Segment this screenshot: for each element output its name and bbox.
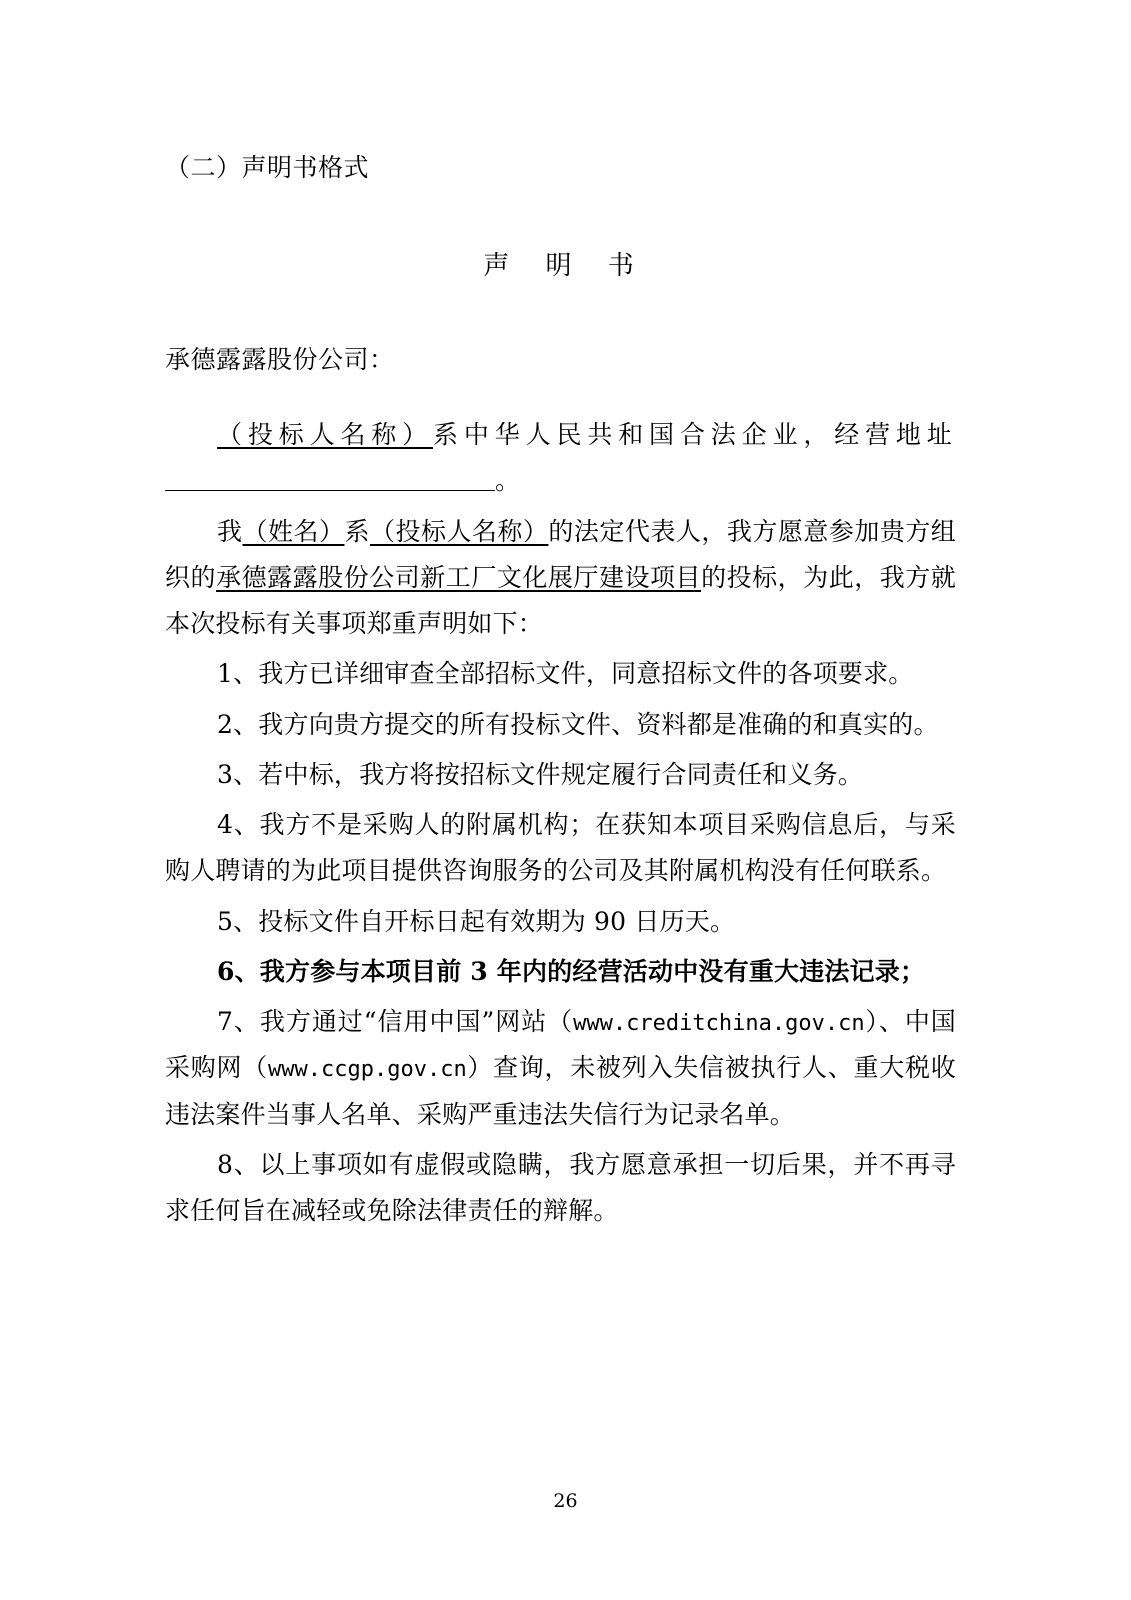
bidder-name-blank-2: （投标人名称）: [369, 516, 549, 546]
bidder-name-blank-1: （投标人名称）: [217, 420, 434, 449]
ccgp-url: www.ccgp.gov.cn: [268, 1057, 467, 1083]
par2-lead: 我: [217, 516, 243, 546]
declaration-item-7: [165, 999, 956, 1138]
declaration-item-1: 1、我方已详细审查全部招标文件，同意招标文件的各项要求。: [217, 659, 914, 689]
declaration-item-4: 4、我方不是采购人的附属机构；在获知本项目采购信息后，与采购人聘请的为此项目提供咨询服务的公司及其附属机构没有任何联系。: [165, 810, 956, 886]
page-title: 声 明 书: [483, 251, 648, 281]
section-heading: （二）声明书格式: [165, 153, 370, 182]
salutation: 承德露露股份公司：: [165, 345, 395, 374]
item7-mid: ）、中国采购网（: [165, 1007, 956, 1083]
paragraph-company-address-end: 。: [495, 466, 525, 496]
par2-mid: 系: [344, 516, 370, 546]
item7-lead: 7、我方通过“信用中国”网站（: [217, 1007, 574, 1036]
creditchina-url: www.creditchina.gov.cn: [573, 1011, 865, 1036]
paragraph-company-address: [165, 412, 956, 505]
paragraph-legal-representative: [165, 509, 956, 648]
page-number: 26: [553, 1490, 578, 1512]
person-name-blank: （姓名）: [242, 516, 345, 546]
paragraph-company-address-text: 系中华人民共和国合法企业，经营地址: [433, 420, 956, 449]
project-name: 承德露露股份公司新工厂文化展厅建设项目: [216, 562, 702, 592]
declaration-item-6: 6、我方参与本项目前 3 年内的经营活动中没有重大违法记录；: [217, 956, 926, 986]
declaration-item-3: 3、若中标，我方将按招标文件规定履行合同责任和义务。: [217, 759, 864, 789]
declaration-item-2: 2、我方向贵方提交的所有投标文件、资料都是准确的和真实的。: [217, 709, 939, 739]
address-blank: [165, 470, 495, 491]
declaration-item-8: 8、以上事项如有虚假或隐瞒，我方愿意承担一切后果，并不再寻求任何旨在减轻或免除法律责任的辩解。: [165, 1149, 956, 1225]
par2-tail: 的投标，为此，我方就本次投标有关事项郑重声明如下：: [165, 562, 956, 638]
item7-tail: ）查询，未被列入失信被执行人、重大税收违法案件当事人名单、采购严重违法失信行为记录名单。: [165, 1053, 956, 1129]
declaration-item-5: 5、投标文件自开标日起有效期为 90 日历天。: [217, 906, 736, 936]
par2-text: 的法定代表人，我方愿意参加贵方组织的: [165, 516, 957, 592]
